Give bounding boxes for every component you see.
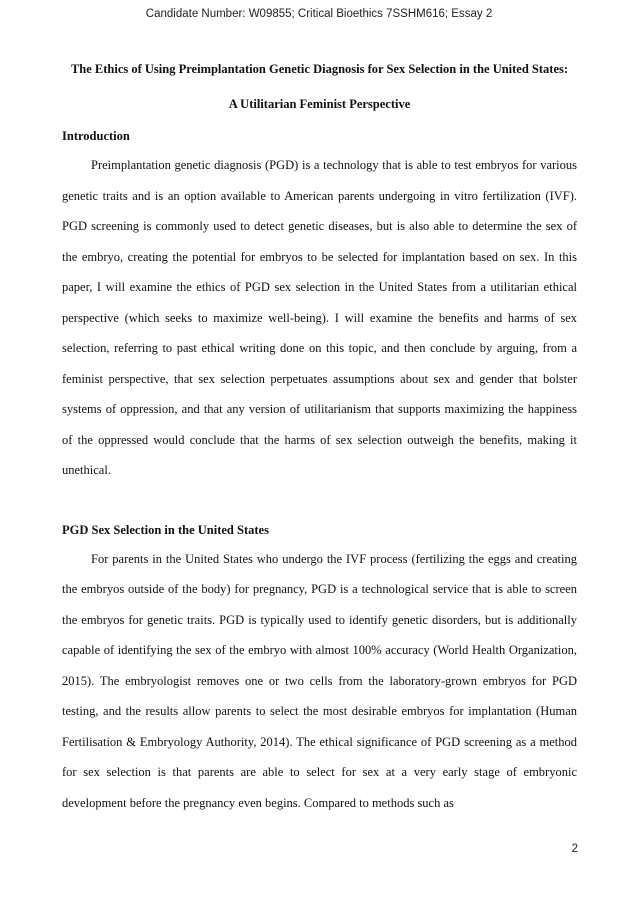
- section-spacer: [62, 486, 577, 516]
- pgd-sex-selection-paragraph: For parents in the United States who undergo the IVF process (fertilizing the eggs and creating the embryos outside of the body) for pregnancy, PGD is a technological service that is able to screen the embryos for genetic traits. PGD is typically used to identify genetic disorders, but is additionally capable of identifying the sex of the embryo with almost 100% accuracy (World Health Organization, 2015). The embryologist removes one or two cells from the laboratory-grown embryos for PGD testing, and the results allow parents to select the most desirable embryos for implantation (Human Fertilisation & Embryology Authority, 2014). The ethical significance of PGD screening as a method for sex selection is that parents are able to select for sex at a very early stage of embryonic development before the pregnancy even begins. Compared to methods such as: [62, 551, 577, 810]
- page-number: 2: [571, 843, 578, 855]
- page-header: Candidate Number: W09855; Critical Bioethics 7SSHM616; Essay 2: [145, 8, 493, 20]
- essay-title-line-2: A Utilitarian Feminist Perspective: [228, 97, 411, 111]
- introduction-paragraph: Preimplantation genetic diagnosis (PGD) is a technology that is able to test embryos for various genetic traits and is an option available to American parents undergoing in vitro fertilization (IVF). PGD screening is commonly used to detect genetic diseases, but is also able to determine the sex of the embryo, creating the potential for embryos to be selected for implantation based on sex. In this paper, I will examine the ethics of PGD sex selection in the United States from a utilitarian ethical perspective (which seeks to maximize well-being). I will examine the benefits and harms of sex selection, referring to past ethical writing done on this topic, and then conclude by arguing, from a feminist perspective, that sex selection perpetuates assumptions about sex and gender that bolster systems of oppression, and that any version of utilitarianism that supports maximizing the happiness of the oppressed would conclude that the harms of sex selection outweigh the benefits, making it unethical.: [62, 158, 577, 477]
- essay-title-line-1: The Ethics of Using Preimplantation Genetic Diagnosis for Sex Selection in the United States:: [70, 62, 569, 76]
- essay-body: [62, 52, 577, 818]
- section-heading-pgd-sex-selection: PGD Sex Selection in the United States: [62, 522, 269, 537]
- section-heading-introduction: Introduction: [62, 129, 130, 143]
